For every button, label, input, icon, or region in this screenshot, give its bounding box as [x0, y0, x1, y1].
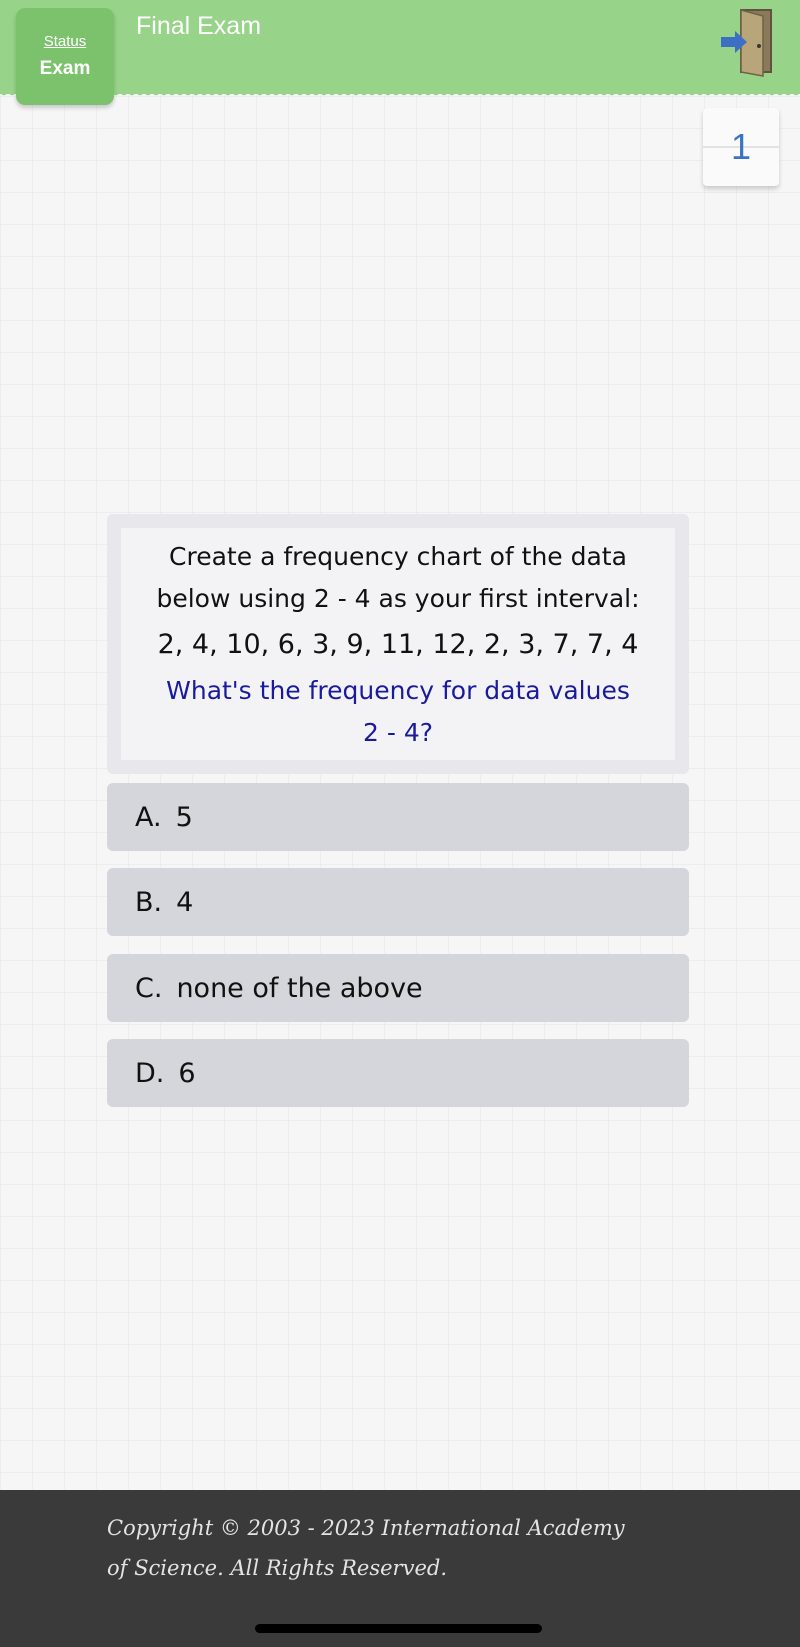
question-card [107, 514, 689, 774]
option-letter: D. [135, 1057, 165, 1089]
mode-label: Exam [39, 58, 91, 79]
header-scallop-edge [0, 92, 800, 98]
home-indicator[interactable] [255, 1624, 542, 1633]
status-tab[interactable] [16, 8, 114, 105]
page-title: Final Exam [136, 12, 262, 40]
option-text: none of the above [176, 972, 423, 1004]
question-ask-line-1: What's the frequency for data values [166, 676, 630, 705]
exit-button[interactable] [719, 6, 783, 78]
option-text: 6 [178, 1057, 196, 1089]
app-header [0, 0, 800, 94]
copyright-line-1: Copyright © 2003 - 2023 International Academy [107, 1516, 625, 1540]
option-letter: B. [135, 886, 163, 918]
answer-option-d[interactable] [107, 1039, 689, 1107]
question-line-2: below using 2 - 4 as your first interval: [156, 584, 640, 613]
option-text: 4 [176, 886, 194, 918]
question-number: 1 [730, 126, 752, 167]
option-letter: C. [135, 972, 163, 1004]
option-letter: A. [135, 801, 162, 833]
option-text: 5 [175, 801, 193, 833]
question-line-1: Create a frequency chart of the data [169, 542, 627, 571]
status-link[interactable]: Status [43, 33, 87, 50]
question-ask-line-2: 2 - 4? [363, 718, 433, 747]
copyright-line-2: of Science. All Rights Reserved. [107, 1556, 447, 1580]
answer-option-b[interactable] [107, 868, 689, 936]
answer-option-a[interactable] [107, 783, 689, 851]
answer-option-c[interactable] [107, 954, 689, 1022]
exit-door-icon [719, 6, 783, 78]
copyright-text [107, 1508, 627, 1588]
question-data-values: 2, 4, 10, 6, 3, 9, 11, 12, 2, 3, 7, 7, 4 [157, 629, 639, 660]
question-number-card[interactable] [703, 108, 779, 186]
question-text-box [121, 528, 675, 760]
